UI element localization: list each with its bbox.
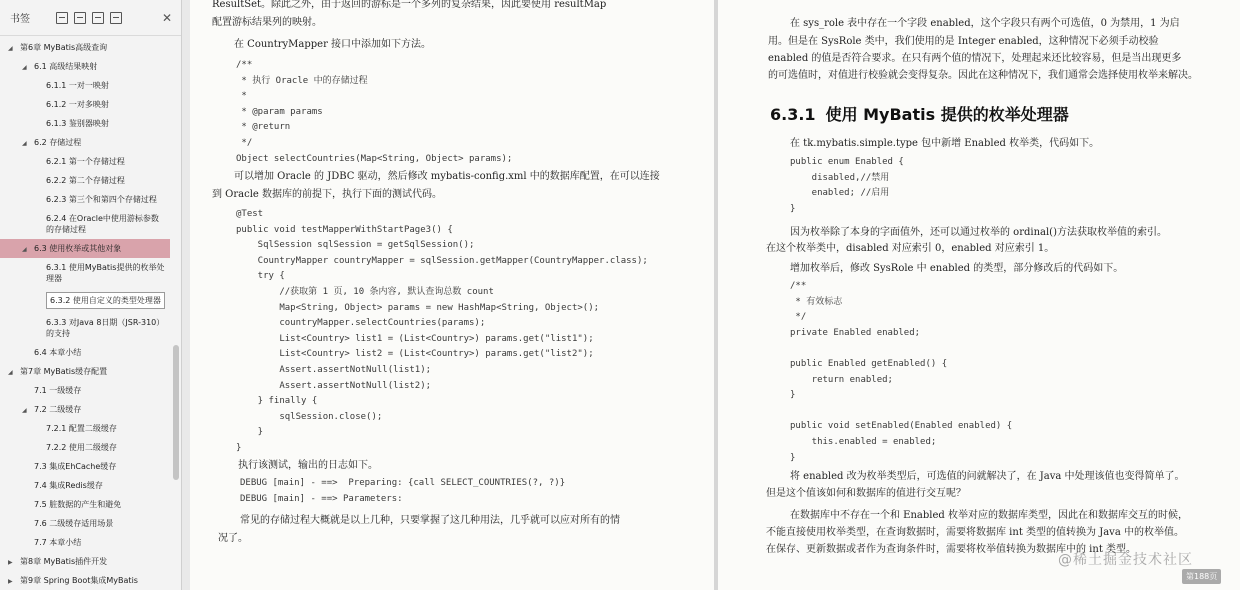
paragraph: 但是这个值该如何和数据库的值进行交互呢？ (766, 488, 966, 499)
expand-all-icon[interactable] (56, 12, 68, 24)
paragraph: 到 Oracle 数据库的前提下，执行下面的测试代码。 (212, 189, 443, 200)
page-number-badge: 第188页 (1182, 569, 1221, 584)
sidebar-toolbar (56, 12, 122, 24)
toc-item-label: 6.1 高级结果映射 (34, 62, 98, 71)
code-block: @Test public void testMapperWithStartPage3() { SqlSession sqlSession = getSqlSession(); CountryMapper countryMapper = sqlSession.getMapper(CountryMapper.class); try { //获取第 1 页, 10 条内容, 默认查询总数 count Map<String, Object> params = new HashMap<String, Object>(); countryMapper.selectCountries(params); List<Country> list1 = (List<Country>) params.get("list1"); List<Country> list2 = (List<Country>) params.get("list2"); Assert.assertNotNull(list1); Assert.assertNotNull(list2); } finally { sqlSession.close(); } } (236, 209, 648, 453)
paragraph: 常见的存储过程大概就是以上几种，只要掌握了这几种用法，几乎就可以应对所有的情 (240, 515, 620, 526)
toc-item-label: 7.6 二级缓存适用场景 (34, 519, 114, 528)
right-page (718, 0, 1240, 590)
toc-item-label: 7.2 二级缓存 (34, 405, 82, 414)
toc-item[interactable] (0, 552, 170, 571)
paragraph: 在 CountryMapper 接口中添加如下方法。 (234, 39, 432, 50)
paragraph: 执行该测试，输出的日志如下。 (238, 460, 378, 471)
toc-item-label: 6.3.2 使用自定义的类型处理器 (46, 292, 165, 309)
collapse-all-icon[interactable] (74, 12, 86, 24)
paragraph: 在 sys_role 表中存在一个字段 enabled，这个字段只有两个可选值，0 为禁用，1 为启 (790, 18, 1180, 29)
section-heading (770, 102, 1069, 125)
sidebar-title: 书签 (10, 14, 30, 25)
code-block: /** * 执行 Oracle 中的存储过程 * * @param params * @return */ Object selectCountries(Map<String, Object> params); (236, 60, 513, 164)
paragraph: 将 enabled 改为枚举类型后，可选值的问就解决了，在 Java 中处理该值也变得简单了。 (790, 471, 1185, 482)
toc-item-label: 7.1 一级缓存 (34, 386, 82, 395)
add-bookmark-icon[interactable] (92, 12, 104, 24)
sidebar-header (0, 0, 181, 36)
toc-item[interactable] (0, 38, 170, 57)
toc-item[interactable] (0, 239, 170, 258)
toc-item[interactable] (0, 313, 170, 343)
toc-item-label: 6.3 使用枚举或其他对象 (34, 244, 122, 253)
toc-item-label: 7.3 集成EhCache缓存 (34, 462, 117, 471)
toc-item[interactable] (0, 476, 170, 495)
code-block: DEBUG [main] - ==> Preparing: {call SELECT_COUNTRIES(?, ?)} DEBUG [main] - ==> Parameters: (240, 478, 566, 504)
paragraph: 的可选值时，对值进行校验就会变得复杂。因此在这种情况下，我们通常会选择使用枚举来解决。 (768, 70, 1198, 81)
toc-item-label: 7.7 本章小结 (34, 538, 82, 547)
watermark: @稀土掘金技术社区 (1058, 552, 1193, 568)
toc-item-label: 6.1.3 鉴别器映射 (46, 119, 109, 128)
bookmark-icon[interactable] (110, 12, 122, 24)
toc-item[interactable] (0, 419, 170, 438)
toc-item[interactable] (0, 381, 170, 400)
paragraph: 用。但是在 SysRole 类中，我们使用的是 Integer enabled，这种情况下必须手动校验 (768, 36, 1159, 47)
paragraph: 在保存、更新数据或者作为查询条件时，需要将枚举值转换为数据库中的 int 类型。 (766, 544, 1137, 555)
toc-item[interactable] (0, 209, 170, 239)
toc-list (0, 38, 170, 590)
paragraph: 在这个枚举类中，disabled 对应索引 0，enabled 对应索引 1。 (766, 243, 1055, 254)
toc-item-label: 6.4 本章小结 (34, 348, 82, 357)
paragraph: 在数据库中不存在一个和 Enabled 枚举对应的数据库类型，因此在和数据库交互的时候， (790, 510, 1188, 521)
collapse-arrow-icon[interactable]: ◢ (22, 407, 27, 414)
paragraph: ResultSet。除此之外，由于返回的游标是一个多列的复杂结果，因此要使用 resultMap (212, 0, 607, 10)
paragraph: 况了。 (218, 533, 248, 544)
toc-item-label: 第9章 Spring Boot集成MyBatis (20, 576, 138, 585)
section-title: 使用 MyBatis 提供的枚举处理器 (825, 105, 1069, 124)
expand-arrow-icon[interactable]: ▶ (8, 578, 13, 585)
collapse-arrow-icon[interactable]: ◢ (22, 140, 27, 147)
toc-item[interactable] (0, 362, 170, 381)
paragraph: 可以增加 Oracle 的 JDBC 驱动，然后修改 mybatis-config.xml 中的数据库配置，在可以连接 (234, 171, 660, 182)
bookmark-sidebar (0, 0, 182, 590)
toc-item-label: 第7章 MyBatis缓存配置 (20, 367, 108, 376)
toc-item-label: 6.2 存储过程 (34, 138, 82, 147)
toc-item[interactable] (0, 95, 170, 114)
toc-item-label: 7.2.2 使用二级缓存 (46, 443, 117, 452)
collapse-arrow-icon[interactable]: ◢ (22, 246, 27, 253)
toc-item[interactable] (0, 152, 170, 171)
toc-item-label: 6.1.2 一对多映射 (46, 100, 109, 109)
toc-item[interactable] (0, 171, 170, 190)
toc-item[interactable] (0, 57, 170, 76)
toc-item[interactable] (0, 400, 170, 419)
collapse-arrow-icon[interactable]: ◢ (22, 64, 27, 71)
toc-item-label: 第8章 MyBatis插件开发 (20, 557, 108, 566)
paragraph: enabled 的值是否符合要求。在只有两个值的情况下，处理起来还比较容易，但是当出现更多 (768, 53, 1182, 64)
toc-item[interactable] (0, 571, 170, 590)
toc-item-label: 6.2.1 第一个存储过程 (46, 157, 125, 166)
toc-item-label: 6.3.3 对Java 8日期（JSR-310）的支持 (46, 318, 165, 338)
toc-item-label: 6.2.4 在Oracle中使用游标参数的存储过程 (46, 214, 159, 234)
paragraph: 配置游标结果列的映射。 (212, 17, 322, 28)
toc-item-label: 6.1.1 一对一映射 (46, 81, 109, 90)
section-number: 6.3.1 (770, 105, 816, 124)
paragraph: 在 tk.mybatis.simple.type 包中新增 Enabled 枚举类，代码如下。 (790, 138, 1100, 149)
toc-item[interactable] (0, 514, 170, 533)
left-page (190, 0, 714, 590)
toc-item[interactable] (0, 495, 170, 514)
toc-item[interactable] (0, 133, 170, 152)
paragraph: 因为枚举除了本身的字面值外，还可以通过枚举的 ordinal()方法获取枚举值的索引。 (790, 227, 1167, 238)
toc-item[interactable] (0, 76, 170, 95)
close-icon[interactable]: ✕ (162, 11, 173, 25)
toc-item[interactable] (0, 457, 170, 476)
code-block: public enum Enabled { disabled,//禁用 enabled; //启用 } (790, 157, 904, 214)
toc-item-label: 6.2.2 第二个存储过程 (46, 176, 125, 185)
paragraph: 增加枚举后，修改 SysRole 中 enabled 的类型，部分修改后的代码如下。 (790, 263, 1124, 274)
collapse-arrow-icon[interactable]: ◢ (8, 369, 13, 376)
scrollbar-thumb[interactable] (173, 345, 179, 480)
code-block: /** * 有效标志 */ private Enabled enabled; public Enabled getEnabled() { return enabled; } public void setEnabled(Enabled enabled) { this.enabled = enabled; } (790, 281, 1013, 463)
toc-item-label: 7.2.1 配置二级缓存 (46, 424, 117, 433)
toc-item-label: 6.2.3 第三个和第四个存储过程 (46, 195, 157, 204)
toc-item-label: 第6章 MyBatis高级查询 (20, 43, 108, 52)
collapse-arrow-icon[interactable]: ◢ (8, 45, 13, 52)
toc-item[interactable] (0, 288, 170, 313)
toc-item[interactable] (0, 258, 170, 288)
paragraph: 不能直接使用枚举类型，在查询数据时，需要将数据库 int 类型的值转换为 Java 中的枚举值。 (766, 527, 1184, 538)
toc-item[interactable] (0, 114, 170, 133)
toc-item[interactable] (0, 533, 170, 552)
toc-item-label: 7.5 脏数据的产生和避免 (34, 500, 122, 509)
toc-item[interactable] (0, 190, 170, 209)
toc-item[interactable] (0, 438, 170, 457)
expand-arrow-icon[interactable]: ▶ (8, 559, 13, 566)
sidebar-scrollbar[interactable] (172, 40, 180, 585)
toc-item[interactable] (0, 343, 170, 362)
toc-item-label: 7.4 集成Redis缓存 (34, 481, 103, 490)
toc-item-label: 6.3.1 使用MyBatis提供的枚举处理器 (46, 263, 165, 283)
